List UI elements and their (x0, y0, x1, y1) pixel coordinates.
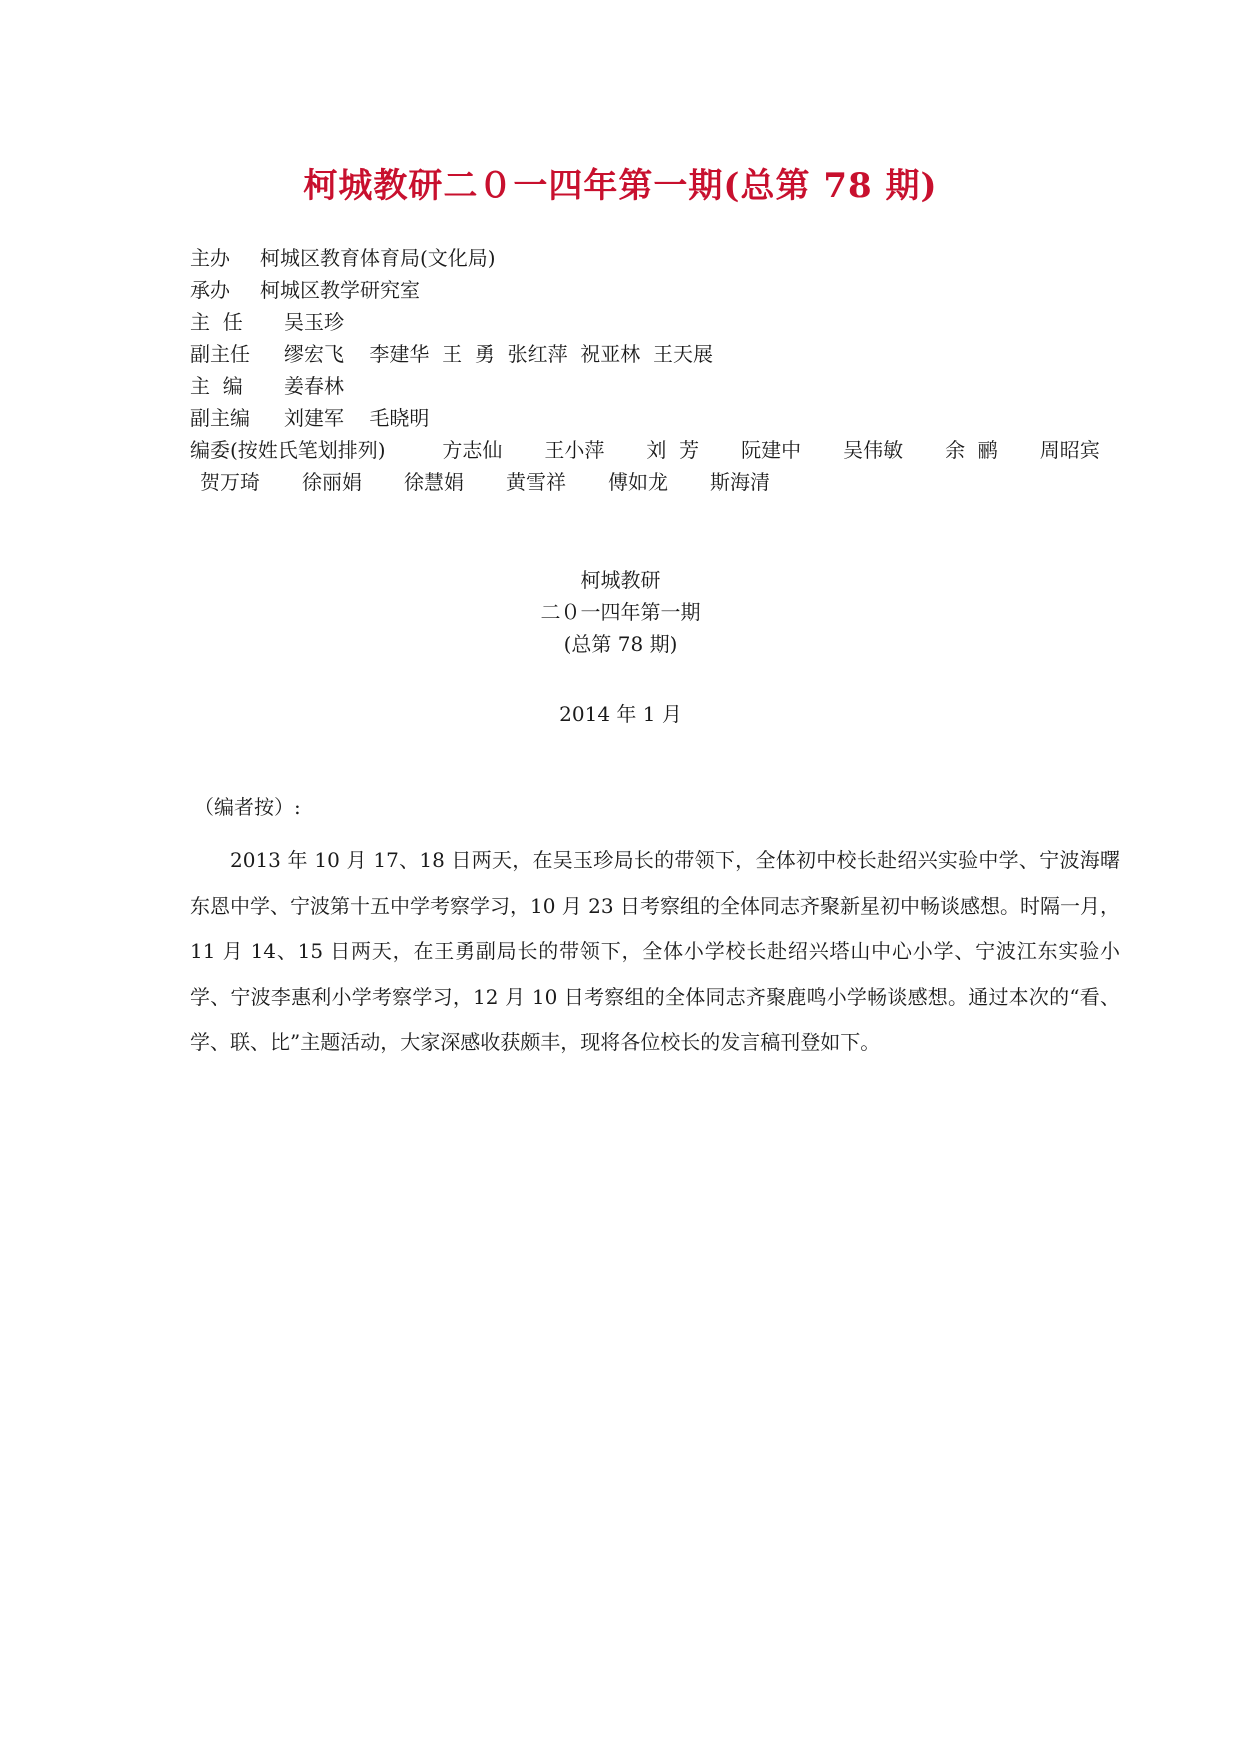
chief-editor-row (190, 370, 1150, 402)
editorial-member: 徐慧娟 (404, 470, 464, 494)
body-paragraph: 2013 年 10 月 17、18 日两天，在吴玉珍局长的带领下，全体初中校长赴绍兴实验中学、宁波海曙东恩中学、宁波第十五中学考察学习，10 月 23 日考察组的全体同志齐聚新星初中畅谈感想。时隔一月，11 月 14、15 日两天，在王勇副局长的带领下，全体小学校长赴绍兴塔山中心小学、宁波江东实验小学、宁波李惠利小学考察学习，12 月 10 日考察组的全体同志齐聚鹿鸣小学畅谈感想。通过本次的“看、学、联、比”主题活动，大家深感收获颇丰，现将各位校长的发言稿刊登如下。 (190, 848, 1120, 1054)
cover-publication-name: 柯城教研 (580, 568, 661, 592)
deputy-chief-editor-row (190, 402, 1150, 434)
masthead (190, 242, 1150, 498)
host-row (190, 242, 1150, 274)
host-label: 主办 (190, 246, 230, 270)
editorial-board-row (190, 434, 1150, 466)
deputy-director-row (190, 338, 1150, 370)
editorial-member: 王小萍 (544, 438, 605, 462)
organizer-row (190, 274, 1150, 306)
editorial-member: 贺万琦 (200, 470, 260, 494)
editorial-member: 徐丽娟 (302, 470, 362, 494)
chief-editor-value: 姜春林 (284, 374, 344, 398)
editorial-member: 方志仙 (442, 438, 503, 462)
cover-date: 2014 年 1 月 (559, 702, 682, 726)
deputy-director-value: 缪宏飞 李建华 王 勇 张红萍 祝亚林 王天展 (284, 342, 714, 366)
editorial-members-line-2 (190, 466, 1150, 498)
editorial-member: 刘 芳 (646, 438, 700, 462)
director-value: 吴玉珍 (284, 310, 344, 334)
director-label: 主 任 (190, 310, 243, 334)
editorial-member: 黄雪祥 (506, 470, 566, 494)
editorial-member: 傅如龙 (608, 470, 668, 494)
editorial-member: 阮建中 (741, 438, 802, 462)
deputy-chief-editor-label: 副主编 (190, 406, 250, 430)
editorial-member: 余 鹂 (945, 438, 998, 462)
cover-total-issue: (总第 78 期) (563, 632, 678, 656)
chief-editor-label: 主 编 (190, 374, 243, 398)
editorial-member: 吴伟敏 (843, 438, 904, 462)
deputy-director-label: 副主任 (190, 342, 250, 366)
deputy-chief-editor-value: 刘建军 毛晓明 (284, 406, 430, 430)
organizer-value: 柯城区教学研究室 (260, 278, 420, 302)
editor-note-label: （编者按）: (194, 795, 301, 819)
document-title: 柯城教研二０一四年第一期(总第 78 期) (303, 166, 938, 206)
director-row (190, 306, 1150, 338)
host-value: 柯城区教育体育局(文化局) (260, 246, 496, 270)
editorial-board-label: 编委(按姓氏笔划排列) (190, 438, 386, 462)
editorial-member: 周昭宾 (1039, 438, 1100, 462)
organizer-label: 承办 (190, 278, 230, 302)
editorial-members-line-1 (436, 438, 1100, 462)
cover-issue: 二０一四年第一期 (540, 600, 701, 624)
editorial-member: 斯海清 (710, 470, 770, 494)
